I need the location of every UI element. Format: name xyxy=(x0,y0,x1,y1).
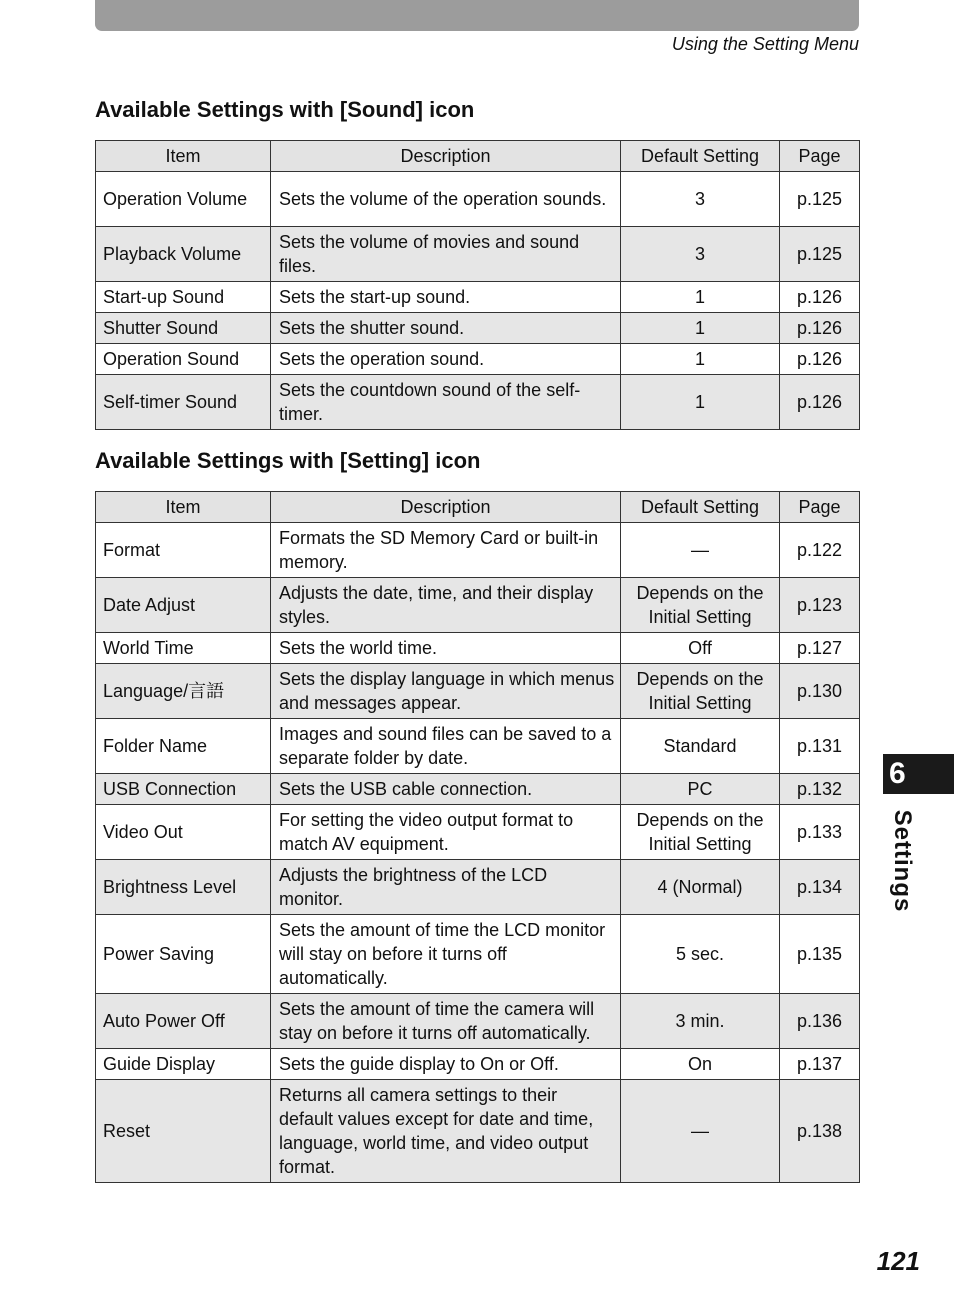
table-header-row xyxy=(96,141,860,172)
page-reference-cell: p.122 xyxy=(780,523,860,578)
column-header-page: Page xyxy=(780,492,860,523)
page-reference-cell: p.126 xyxy=(780,375,860,430)
description-cell: Adjusts the brightness of the LCD monitor. xyxy=(271,860,621,915)
item-cell: Language/言語 xyxy=(96,664,271,719)
description-cell: Sets the volume of movies and sound files. xyxy=(271,227,621,282)
table-row xyxy=(96,1080,860,1183)
page-reference-cell: p.130 xyxy=(780,664,860,719)
page-reference-cell: p.123 xyxy=(780,578,860,633)
default-setting-cell: 4 (Normal) xyxy=(621,860,780,915)
item-cell: Guide Display xyxy=(96,1049,271,1080)
page-reference-cell: p.125 xyxy=(780,172,860,227)
default-setting-cell: Standard xyxy=(621,719,780,774)
default-setting-cell: 3 xyxy=(621,227,780,282)
default-setting-cell: 5 sec. xyxy=(621,915,780,994)
chapter-label-text: Settings xyxy=(889,809,916,913)
page-number: 121 xyxy=(876,1246,920,1276)
item-cell: USB Connection xyxy=(96,774,271,805)
table-row xyxy=(96,860,860,915)
table-row xyxy=(96,805,860,860)
column-header-page: Page xyxy=(780,141,860,172)
table-row xyxy=(96,915,860,994)
default-setting-cell: Off xyxy=(621,633,780,664)
item-cell: Date Adjust xyxy=(96,578,271,633)
table-row xyxy=(96,1049,860,1080)
default-setting-cell: 3 xyxy=(621,172,780,227)
table-row xyxy=(96,774,860,805)
table-row xyxy=(96,172,860,227)
page-reference-cell: p.136 xyxy=(780,994,860,1049)
page-reference-cell: p.131 xyxy=(780,719,860,774)
page-reference-cell: p.127 xyxy=(780,633,860,664)
item-cell: World Time xyxy=(96,633,271,664)
table-header-row xyxy=(96,492,860,523)
table-row xyxy=(96,375,860,430)
page-reference-cell: p.137 xyxy=(780,1049,860,1080)
default-setting-cell: 1 xyxy=(621,282,780,313)
item-cell: Power Saving xyxy=(96,915,271,994)
page-reference-cell: p.125 xyxy=(780,227,860,282)
table-row xyxy=(96,633,860,664)
setting-settings-table xyxy=(95,491,860,1183)
table-row xyxy=(96,313,860,344)
column-header-description: Description xyxy=(271,141,621,172)
description-cell: For setting the video output format to match AV equipment. xyxy=(271,805,621,860)
chapter-number-tab: 6 xyxy=(883,754,954,794)
table-row xyxy=(96,719,860,774)
default-setting-cell: 1 xyxy=(621,375,780,430)
table-row xyxy=(96,344,860,375)
item-cell: Operation Sound xyxy=(96,344,271,375)
default-setting-cell: Depends on the Initial Setting xyxy=(621,578,780,633)
default-setting-cell: — xyxy=(621,523,780,578)
page-reference-cell: p.135 xyxy=(780,915,860,994)
table-row xyxy=(96,282,860,313)
sound-settings-table xyxy=(95,140,860,430)
default-setting-cell: On xyxy=(621,1049,780,1080)
page-reference-cell: p.134 xyxy=(780,860,860,915)
description-cell: Sets the guide display to On or Off. xyxy=(271,1049,621,1080)
item-cell: Operation Volume xyxy=(96,172,271,227)
description-cell: Returns all camera settings to their default values except for date and time, language, world time, and video output format. xyxy=(271,1080,621,1183)
chapter-label xyxy=(880,810,924,912)
page-reference-cell: p.132 xyxy=(780,774,860,805)
description-cell: Sets the USB cable connection. xyxy=(271,774,621,805)
item-cell: Auto Power Off xyxy=(96,994,271,1049)
description-cell: Sets the world time. xyxy=(271,633,621,664)
column-header-default-setting: Default Setting xyxy=(621,492,780,523)
table-row xyxy=(96,578,860,633)
column-header-default-setting: Default Setting xyxy=(621,141,780,172)
item-cell: Brightness Level xyxy=(96,860,271,915)
page-reference-cell: p.126 xyxy=(780,344,860,375)
item-cell: Start-up Sound xyxy=(96,282,271,313)
description-cell: Adjusts the date, time, and their display styles. xyxy=(271,578,621,633)
description-cell: Formats the SD Memory Card or built-in memory. xyxy=(271,523,621,578)
default-setting-cell: PC xyxy=(621,774,780,805)
default-setting-cell: Depends on the Initial Setting xyxy=(621,805,780,860)
item-cell: Video Out xyxy=(96,805,271,860)
description-cell: Sets the start-up sound. xyxy=(271,282,621,313)
default-setting-cell: Depends on the Initial Setting xyxy=(621,664,780,719)
item-cell: Reset xyxy=(96,1080,271,1183)
default-setting-cell: 1 xyxy=(621,313,780,344)
description-cell: Sets the countdown sound of the self-timer. xyxy=(271,375,621,430)
item-cell: Format xyxy=(96,523,271,578)
running-head: Using the Setting Menu xyxy=(671,34,859,54)
item-cell: Self-timer Sound xyxy=(96,375,271,430)
table-row xyxy=(96,227,860,282)
column-header-description: Description xyxy=(271,492,621,523)
table-row xyxy=(96,523,860,578)
description-cell: Sets the display language in which menus and messages appear. xyxy=(271,664,621,719)
description-cell: Sets the amount of time the LCD monitor will stay on before it turns off automatically. xyxy=(271,915,621,994)
description-cell: Images and sound files can be saved to a separate folder by date. xyxy=(271,719,621,774)
description-cell: Sets the shutter sound. xyxy=(271,313,621,344)
sound-section-title: Available Settings with [Sound] icon xyxy=(95,97,475,122)
item-cell: Playback Volume xyxy=(96,227,271,282)
description-cell: Sets the amount of time the camera will stay on before it turns off automatically. xyxy=(271,994,621,1049)
item-cell: Shutter Sound xyxy=(96,313,271,344)
default-setting-cell: — xyxy=(621,1080,780,1183)
default-setting-cell: 3 min. xyxy=(621,994,780,1049)
page-reference-cell: p.133 xyxy=(780,805,860,860)
item-cell: Folder Name xyxy=(96,719,271,774)
description-cell: Sets the operation sound. xyxy=(271,344,621,375)
page-reference-cell: p.138 xyxy=(780,1080,860,1183)
column-header-item: Item xyxy=(96,141,271,172)
table-row xyxy=(96,994,860,1049)
setting-section-title: Available Settings with [Setting] icon xyxy=(95,448,481,473)
header-bar xyxy=(95,0,859,31)
page-reference-cell: p.126 xyxy=(780,282,860,313)
description-cell: Sets the volume of the operation sounds. xyxy=(271,172,621,227)
page-reference-cell: p.126 xyxy=(780,313,860,344)
default-setting-cell: 1 xyxy=(621,344,780,375)
table-row xyxy=(96,664,860,719)
column-header-item: Item xyxy=(96,492,271,523)
